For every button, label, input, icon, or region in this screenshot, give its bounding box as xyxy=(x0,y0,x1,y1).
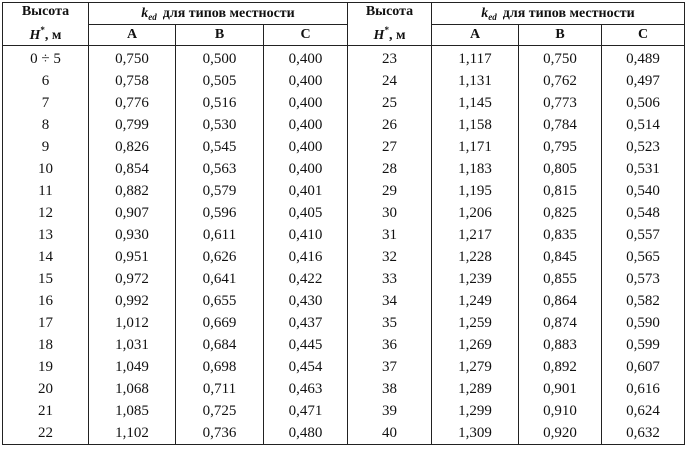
left-cell-a: 0,882 xyxy=(89,180,176,202)
left-cell-height: 22 xyxy=(3,422,89,445)
right-cell-a: 1,217 xyxy=(432,224,519,246)
left-cell-b: 0,669 xyxy=(176,312,264,334)
header-col-a-right: A xyxy=(432,25,519,46)
table-row xyxy=(3,312,685,334)
left-cell-a: 1,102 xyxy=(89,422,176,445)
left-cell-a: 0,750 xyxy=(89,46,176,71)
left-cell-a: 0,992 xyxy=(89,290,176,312)
left-cell-c: 0,416 xyxy=(264,246,348,268)
left-cell-b: 0,736 xyxy=(176,422,264,445)
left-cell-b: 0,530 xyxy=(176,114,264,136)
left-cell-a: 0,758 xyxy=(89,70,176,92)
table-row xyxy=(3,400,685,422)
right-cell-b: 0,874 xyxy=(519,312,602,334)
header-k-symbol: k xyxy=(141,5,149,21)
right-cell-a: 1,309 xyxy=(432,422,519,445)
right-cell-height: 28 xyxy=(348,158,432,180)
right-cell-b: 0,835 xyxy=(519,224,602,246)
right-cell-a: 1,117 xyxy=(432,46,519,71)
right-cell-c: 0,616 xyxy=(602,378,685,400)
left-cell-b: 0,698 xyxy=(176,356,264,378)
right-cell-height: 32 xyxy=(348,246,432,268)
right-cell-height: 24 xyxy=(348,70,432,92)
right-cell-height: 30 xyxy=(348,202,432,224)
header-height-label: Высота xyxy=(365,4,414,19)
header-height-mark: * xyxy=(40,25,45,35)
right-cell-b: 0,825 xyxy=(519,202,602,224)
left-cell-height: 8 xyxy=(3,114,89,136)
left-cell-a: 0,930 xyxy=(89,224,176,246)
left-cell-c: 0,400 xyxy=(264,92,348,114)
left-cell-b: 0,516 xyxy=(176,92,264,114)
left-cell-c: 0,405 xyxy=(264,202,348,224)
left-cell-height: 17 xyxy=(3,312,89,334)
header-k-symbol: k xyxy=(481,5,489,21)
left-cell-b: 0,505 xyxy=(176,70,264,92)
right-cell-c: 0,497 xyxy=(602,70,685,92)
right-cell-b: 0,901 xyxy=(519,378,602,400)
right-cell-height: 23 xyxy=(348,46,432,71)
left-cell-c: 0,437 xyxy=(264,312,348,334)
right-cell-b: 0,845 xyxy=(519,246,602,268)
right-cell-b: 0,762 xyxy=(519,70,602,92)
header-k-subscript: ed xyxy=(488,11,497,22)
right-cell-a: 1,269 xyxy=(432,334,519,356)
right-cell-a: 1,259 xyxy=(432,312,519,334)
table-row xyxy=(3,378,685,400)
right-cell-a: 1,158 xyxy=(432,114,519,136)
left-cell-b: 0,626 xyxy=(176,246,264,268)
right-cell-height: 37 xyxy=(348,356,432,378)
table-row xyxy=(3,224,685,246)
right-cell-b: 0,784 xyxy=(519,114,602,136)
left-cell-height: 18 xyxy=(3,334,89,356)
right-cell-b: 0,892 xyxy=(519,356,602,378)
left-cell-c: 0,471 xyxy=(264,400,348,422)
left-cell-b: 0,684 xyxy=(176,334,264,356)
left-cell-height: 10 xyxy=(3,158,89,180)
left-cell-c: 0,454 xyxy=(264,356,348,378)
right-cell-b: 0,883 xyxy=(519,334,602,356)
header-col-b-right: B xyxy=(519,25,602,46)
header-height-left xyxy=(3,3,89,46)
header-height-unit: , м xyxy=(388,28,406,43)
left-cell-b: 0,725 xyxy=(176,400,264,422)
left-cell-b: 0,563 xyxy=(176,158,264,180)
right-cell-c: 0,590 xyxy=(602,312,685,334)
left-cell-height: 15 xyxy=(3,268,89,290)
left-cell-c: 0,400 xyxy=(264,70,348,92)
left-cell-c: 0,422 xyxy=(264,268,348,290)
table-row xyxy=(3,202,685,224)
right-cell-height: 35 xyxy=(348,312,432,334)
left-cell-height: 7 xyxy=(3,92,89,114)
table-row xyxy=(3,268,685,290)
left-cell-b: 0,500 xyxy=(176,46,264,71)
header-height-label: Высота xyxy=(21,4,70,19)
table-row xyxy=(3,422,685,445)
left-cell-c: 0,400 xyxy=(264,136,348,158)
right-cell-c: 0,489 xyxy=(602,46,685,71)
left-cell-a: 0,951 xyxy=(89,246,176,268)
left-cell-height: 21 xyxy=(3,400,89,422)
header-height-unit: , м xyxy=(44,28,62,43)
header-height-symbol: H xyxy=(29,28,41,43)
right-cell-a: 1,206 xyxy=(432,202,519,224)
left-cell-height: 19 xyxy=(3,356,89,378)
right-cell-b: 0,855 xyxy=(519,268,602,290)
left-cell-c: 0,400 xyxy=(264,158,348,180)
left-cell-c: 0,401 xyxy=(264,180,348,202)
left-cell-c: 0,400 xyxy=(264,46,348,71)
header-k-group-left xyxy=(89,3,348,25)
left-cell-a: 0,826 xyxy=(89,136,176,158)
left-cell-c: 0,400 xyxy=(264,114,348,136)
left-cell-b: 0,611 xyxy=(176,224,264,246)
left-cell-b: 0,579 xyxy=(176,180,264,202)
left-cell-a: 1,049 xyxy=(89,356,176,378)
table-row xyxy=(3,158,685,180)
table-body xyxy=(3,46,685,445)
table-row xyxy=(3,180,685,202)
right-cell-height: 26 xyxy=(348,114,432,136)
header-k-group-right xyxy=(432,3,685,25)
left-cell-b: 0,596 xyxy=(176,202,264,224)
right-cell-c: 0,548 xyxy=(602,202,685,224)
left-cell-c: 0,445 xyxy=(264,334,348,356)
header-col-b-left: B xyxy=(176,25,264,46)
right-cell-c: 0,607 xyxy=(602,356,685,378)
right-cell-b: 0,920 xyxy=(519,422,602,445)
table-row xyxy=(3,290,685,312)
left-cell-height: 16 xyxy=(3,290,89,312)
right-cell-a: 1,171 xyxy=(432,136,519,158)
table-row xyxy=(3,114,685,136)
right-cell-c: 0,573 xyxy=(602,268,685,290)
right-cell-a: 1,145 xyxy=(432,92,519,114)
right-cell-c: 0,565 xyxy=(602,246,685,268)
right-cell-c: 0,632 xyxy=(602,422,685,445)
left-cell-a: 0,776 xyxy=(89,92,176,114)
right-cell-c: 0,599 xyxy=(602,334,685,356)
header-col-c-right: C xyxy=(602,25,685,46)
right-cell-height: 34 xyxy=(348,290,432,312)
left-cell-height: 12 xyxy=(3,202,89,224)
right-cell-a: 1,195 xyxy=(432,180,519,202)
left-cell-height: 0 ÷ 5 xyxy=(3,46,89,71)
table-row xyxy=(3,92,685,114)
right-cell-c: 0,506 xyxy=(602,92,685,114)
left-cell-height: 6 xyxy=(3,70,89,92)
left-cell-height: 14 xyxy=(3,246,89,268)
left-cell-height: 13 xyxy=(3,224,89,246)
right-cell-height: 33 xyxy=(348,268,432,290)
right-cell-a: 1,239 xyxy=(432,268,519,290)
header-height-right xyxy=(348,3,432,46)
table-row xyxy=(3,334,685,356)
left-cell-a: 1,085 xyxy=(89,400,176,422)
header-height-symbol: H xyxy=(373,28,385,43)
header-col-c-left: C xyxy=(264,25,348,46)
right-cell-a: 1,183 xyxy=(432,158,519,180)
right-cell-height: 40 xyxy=(348,422,432,445)
table-row xyxy=(3,136,685,158)
header-height-mark: * xyxy=(384,25,389,35)
right-cell-c: 0,582 xyxy=(602,290,685,312)
left-cell-b: 0,641 xyxy=(176,268,264,290)
left-cell-c: 0,430 xyxy=(264,290,348,312)
right-cell-b: 0,773 xyxy=(519,92,602,114)
right-cell-height: 39 xyxy=(348,400,432,422)
right-cell-c: 0,531 xyxy=(602,158,685,180)
right-cell-c: 0,514 xyxy=(602,114,685,136)
right-cell-height: 38 xyxy=(348,378,432,400)
left-cell-a: 1,031 xyxy=(89,334,176,356)
table-row xyxy=(3,46,685,71)
right-cell-b: 0,910 xyxy=(519,400,602,422)
table-row xyxy=(3,246,685,268)
right-cell-c: 0,523 xyxy=(602,136,685,158)
right-cell-c: 0,557 xyxy=(602,224,685,246)
left-cell-a: 0,907 xyxy=(89,202,176,224)
right-cell-a: 1,289 xyxy=(432,378,519,400)
right-cell-height: 25 xyxy=(348,92,432,114)
left-cell-a: 0,854 xyxy=(89,158,176,180)
right-cell-a: 1,249 xyxy=(432,290,519,312)
left-cell-a: 0,799 xyxy=(89,114,176,136)
table-row xyxy=(3,356,685,378)
left-cell-height: 9 xyxy=(3,136,89,158)
right-cell-b: 0,815 xyxy=(519,180,602,202)
right-cell-a: 1,279 xyxy=(432,356,519,378)
header-k-subscript: ed xyxy=(148,11,157,22)
left-cell-b: 0,545 xyxy=(176,136,264,158)
right-cell-b: 0,805 xyxy=(519,158,602,180)
right-cell-height: 31 xyxy=(348,224,432,246)
left-cell-a: 0,972 xyxy=(89,268,176,290)
header-col-a-left: A xyxy=(89,25,176,46)
right-cell-b: 0,750 xyxy=(519,46,602,71)
right-cell-a: 1,131 xyxy=(432,70,519,92)
left-cell-b: 0,711 xyxy=(176,378,264,400)
right-cell-a: 1,299 xyxy=(432,400,519,422)
left-cell-height: 20 xyxy=(3,378,89,400)
left-cell-c: 0,463 xyxy=(264,378,348,400)
left-cell-b: 0,655 xyxy=(176,290,264,312)
right-cell-height: 29 xyxy=(348,180,432,202)
header-k-text: для типов местности xyxy=(162,5,295,21)
right-cell-height: 36 xyxy=(348,334,432,356)
header-k-text: для типов местности xyxy=(502,5,635,21)
right-cell-b: 0,795 xyxy=(519,136,602,158)
right-cell-height: 27 xyxy=(348,136,432,158)
left-cell-height: 11 xyxy=(3,180,89,202)
right-cell-c: 0,624 xyxy=(602,400,685,422)
right-cell-b: 0,864 xyxy=(519,290,602,312)
table-row xyxy=(3,70,685,92)
left-cell-a: 1,068 xyxy=(89,378,176,400)
left-cell-c: 0,480 xyxy=(264,422,348,445)
left-cell-c: 0,410 xyxy=(264,224,348,246)
wind-coefficient-table xyxy=(2,2,685,445)
left-cell-a: 1,012 xyxy=(89,312,176,334)
right-cell-c: 0,540 xyxy=(602,180,685,202)
right-cell-a: 1,228 xyxy=(432,246,519,268)
